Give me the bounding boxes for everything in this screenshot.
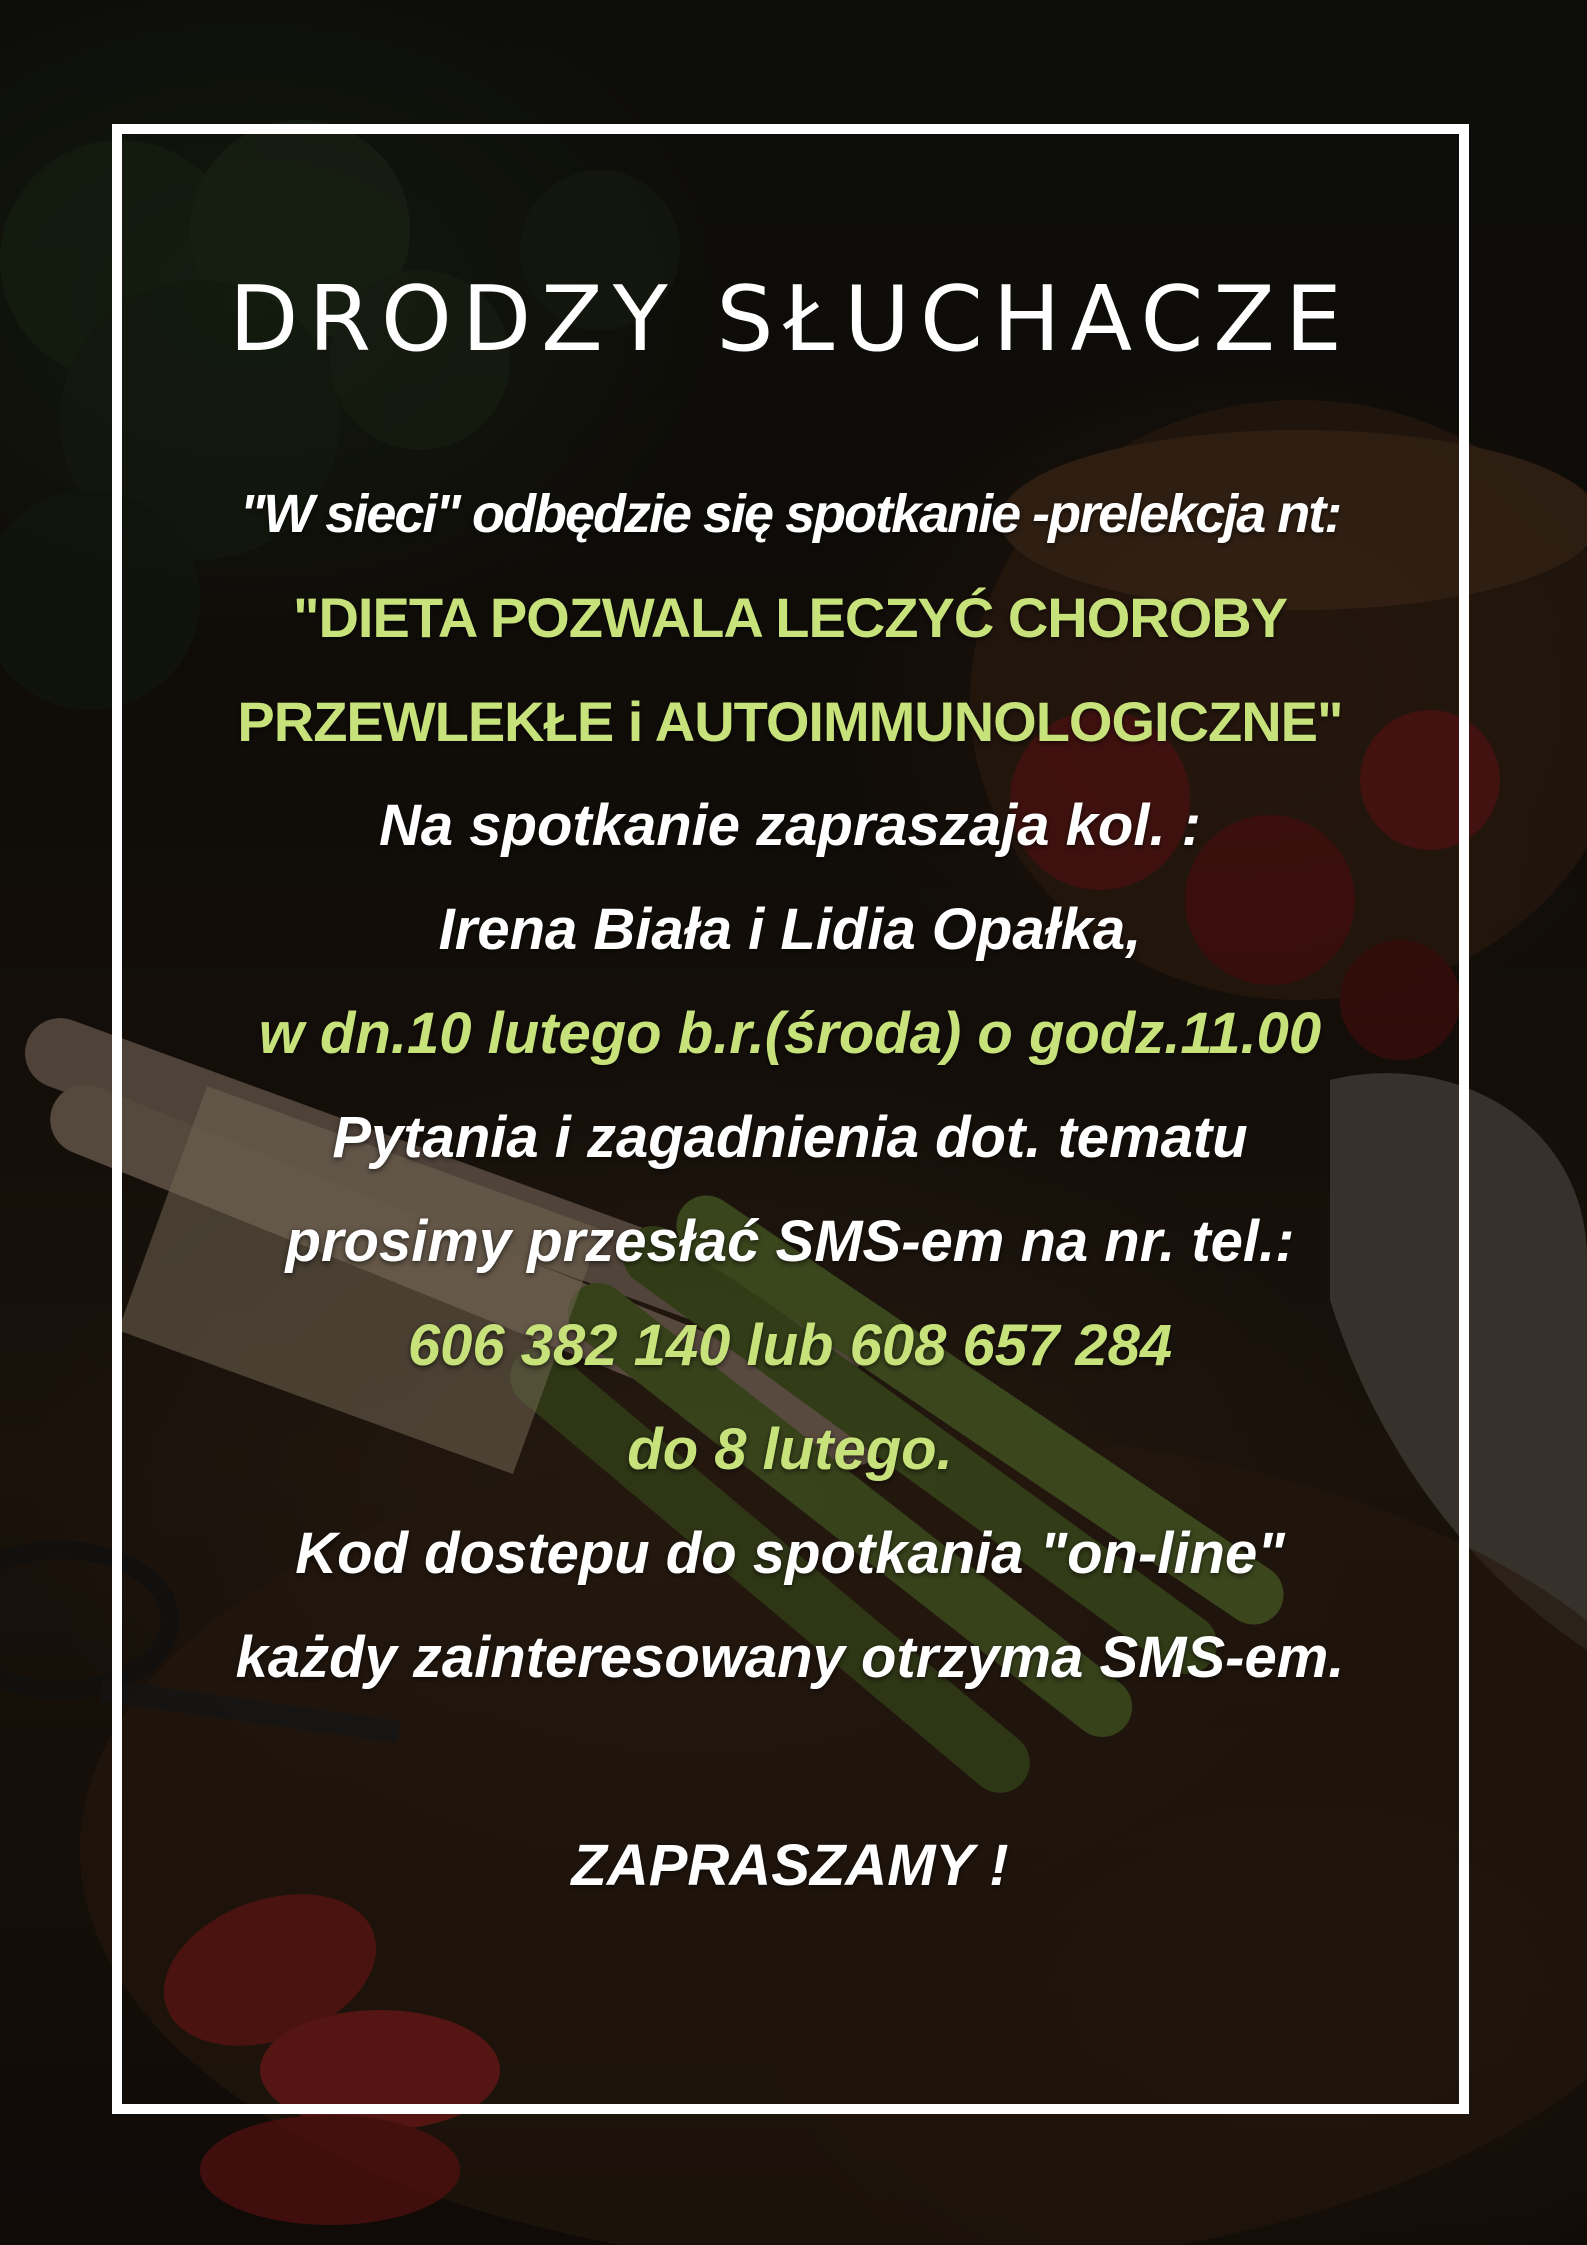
invite-line: Na spotkanie zapraszaja kol. : <box>379 793 1201 858</box>
access-line-1: Kod dostepu do spotkania "on-line" <box>295 1521 1285 1586</box>
poster-heading: DRODZY SŁUCHACZE <box>229 267 1352 372</box>
phone-numbers-line: 606 382 140 lub 608 657 284 <box>407 1313 1173 1378</box>
announcement-body <box>140 462 1440 1918</box>
intro-line: "W sieci" odbędzie się spotkanie -prelekcja nt: <box>239 484 1341 544</box>
closing-line: ZAPRASZAMY ! <box>571 1833 1009 1898</box>
topic-line-1: "DIETA POZWALA LECZYĆ CHOROBY <box>292 586 1288 649</box>
topic-line-2: PRZEWLEKŁE i AUTOIMMUNOLOGICZNE" <box>237 690 1343 753</box>
questions-line-2: prosimy przesłać SMS-em na nr. tel.: <box>285 1209 1295 1274</box>
access-line-2: każdy zainteresowany otrzyma SMS-em. <box>235 1625 1345 1690</box>
date-line: w dn.10 lutego b.r.(środa) o godz.11.00 <box>258 1001 1322 1066</box>
hosts-line: Irena Biała i Lidia Opałka, <box>438 897 1142 962</box>
spacer <box>140 1710 1440 1814</box>
questions-line-1: Pytania i zagadnienia dot. tematu <box>332 1105 1248 1170</box>
deadline-line: do 8 lutego. <box>627 1417 953 1482</box>
